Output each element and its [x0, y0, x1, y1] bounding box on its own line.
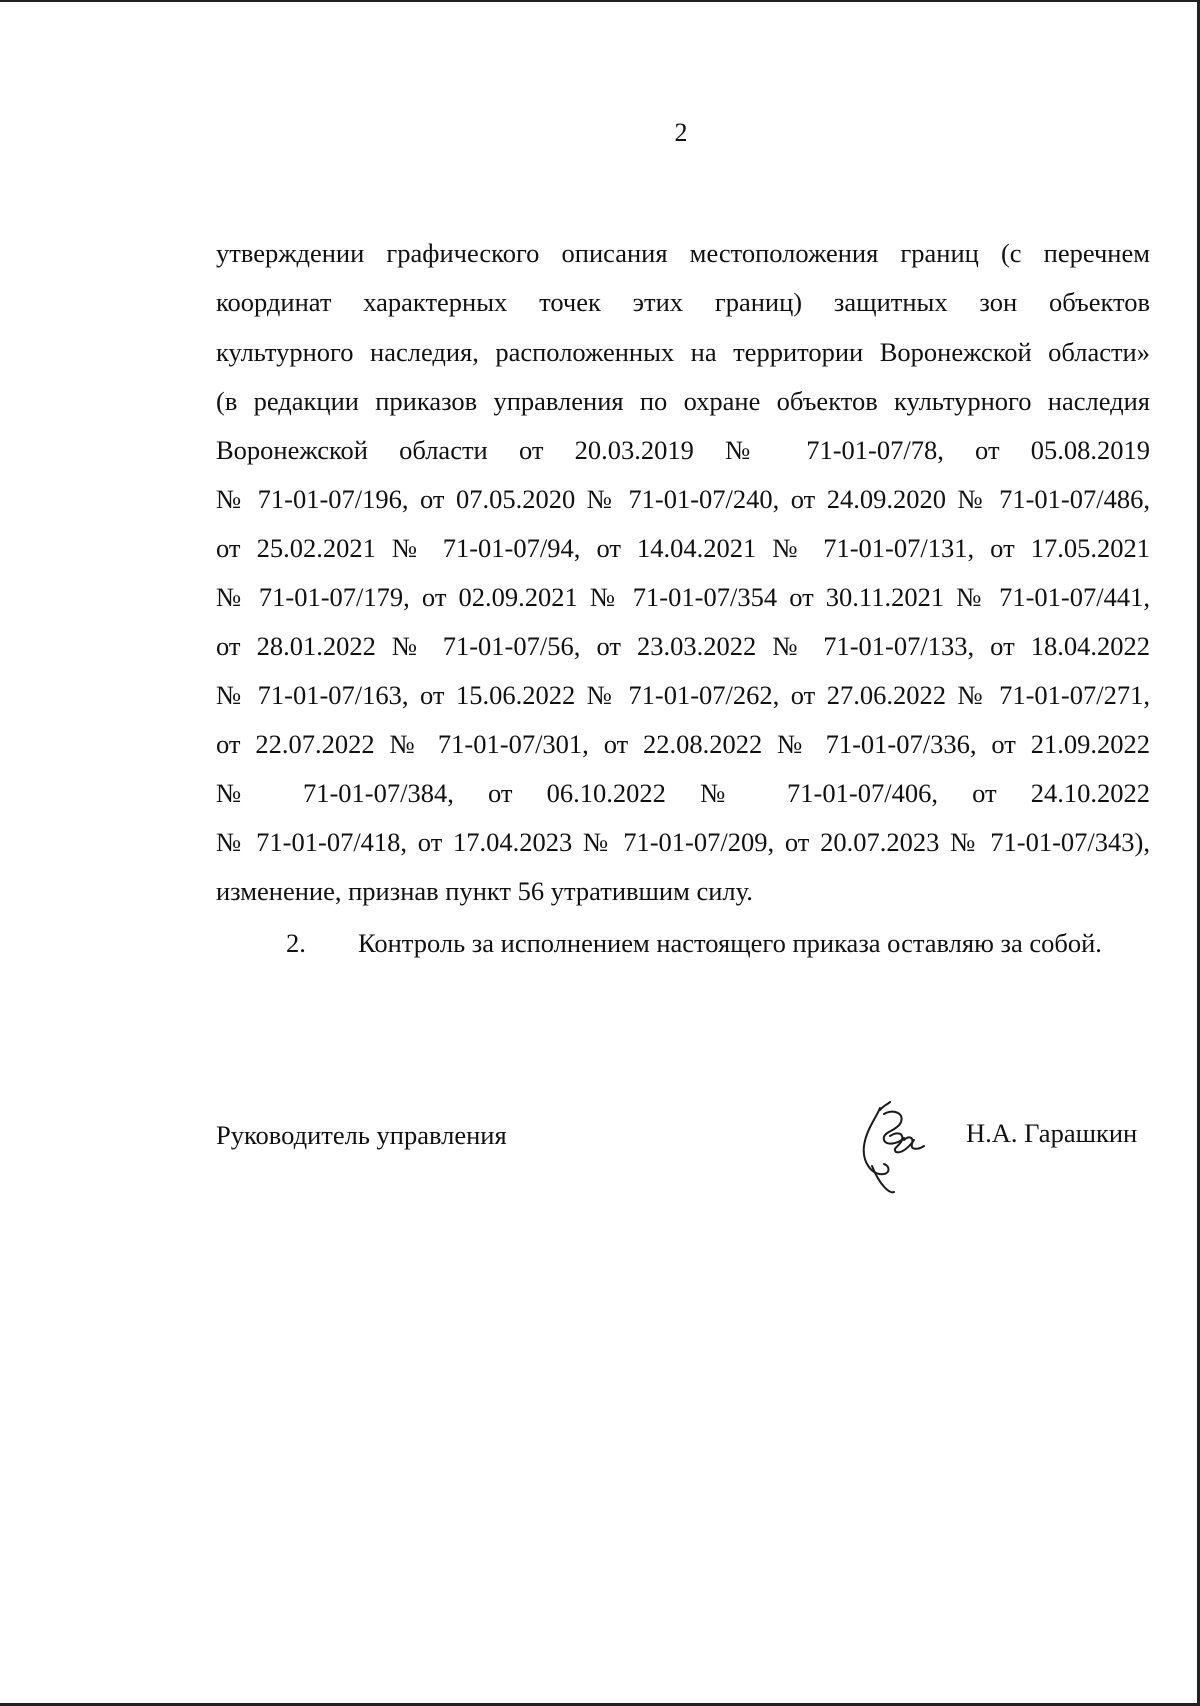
paragraph-line: № 71-01-07/418, от 17.04.2023 № 71-01-07/209, от 20.07.2023 № 71-01-07/343), — [216, 827, 1150, 857]
paragraph-line: утверждении графического описания местоположения границ (с перечнем — [216, 238, 1150, 268]
paragraph-line: от 25.02.2021 № 71-01-07/94, от 14.04.2021 № 71-01-07/131, от 17.05.2021 — [216, 533, 1150, 563]
paragraph-line: № 71-01-07/179, от 02.09.2021 № 71-01-07/354 от 30.11.2021 № 71-01-07/441, — [216, 582, 1150, 612]
scan-border-top — [0, 0, 1200, 2]
paragraph-line: культурного наследия, расположенных на территории Воронежской области» — [216, 337, 1150, 367]
paragraph-line: от 28.01.2022 № 71-01-07/56, от 23.03.2022 № 71-01-07/133, от 18.04.2022 — [216, 631, 1150, 661]
paragraph-line: Воронежской области от 20.03.2019 № 71-01-07/78, от 05.08.2019 — [216, 435, 1150, 465]
signatory-position: Руководитель управления — [216, 1120, 507, 1150]
handwritten-signature — [850, 1096, 950, 1196]
order-item-2 — [286, 928, 1102, 959]
page-number: 2 — [674, 118, 688, 147]
signatory-name: Н.А. Гарашкин — [966, 1118, 1138, 1148]
item-text: Контроль за исполнением настоящего приказа оставляю за собой. — [358, 928, 1102, 958]
item-number: 2. — [286, 928, 306, 958]
paragraph-line: от 22.07.2022 № 71-01-07/301, от 22.08.2022 № 71-01-07/336, от 21.09.2022 — [216, 729, 1150, 759]
paragraph-line: № 71-01-07/163, от 15.06.2022 № 71-01-07/262, от 27.06.2022 № 71-01-07/271, — [216, 680, 1150, 710]
paragraph-line: изменение, признав пункт 56 утратившим силу. — [216, 876, 753, 906]
paragraph-line: (в редакции приказов управления по охране объектов культурного наследия — [216, 386, 1150, 416]
paragraph-line: координат характерных точек этих границ) защитных зон объектов — [216, 287, 1150, 317]
paragraph-line: № 71-01-07/384, от 06.10.2022 № 71-01-07/406, от 24.10.2022 — [216, 778, 1150, 808]
paragraph-line: № 71-01-07/196, от 07.05.2020 № 71-01-07/240, от 24.09.2020 № 71-01-07/486, — [216, 484, 1150, 514]
